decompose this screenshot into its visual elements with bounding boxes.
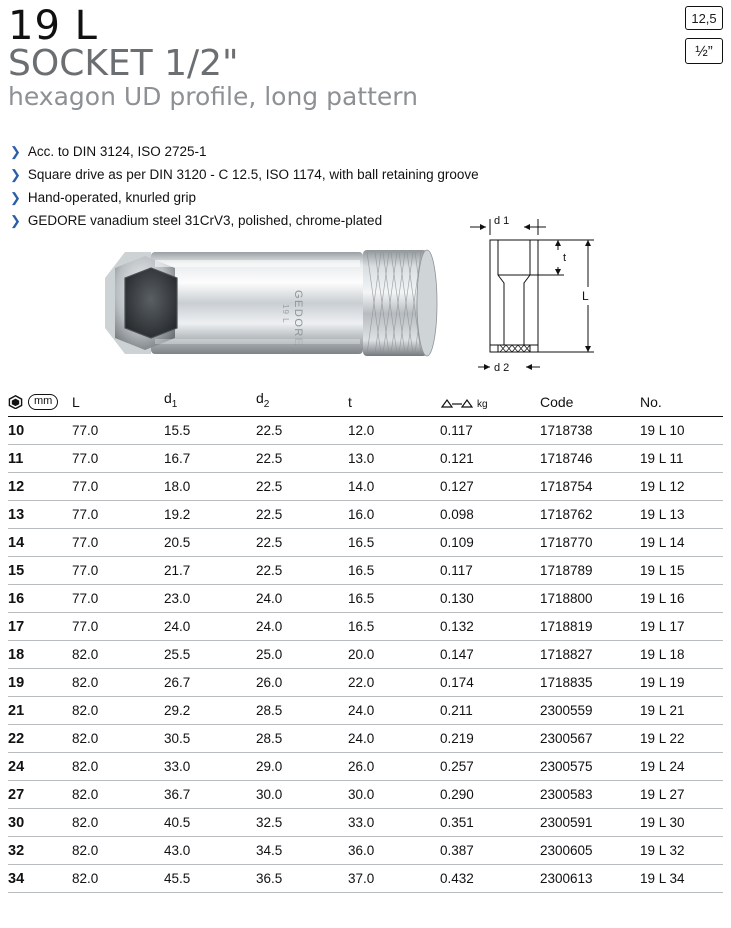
cell-weight: 0.351 [440, 808, 540, 836]
cell-weight: 0.257 [440, 752, 540, 780]
cell-d2: 32.5 [256, 808, 348, 836]
cell-L: 82.0 [72, 752, 164, 780]
cell-L: 77.0 [72, 444, 164, 472]
cell-d1: 45.5 [164, 864, 256, 892]
cell-size: 16 [8, 584, 72, 612]
cell-L: 82.0 [72, 864, 164, 892]
cell-no: 19 L 24 [640, 752, 723, 780]
cell-d2: 22.5 [256, 500, 348, 528]
chevron-right-icon: ❯ [10, 144, 21, 159]
cell-size: 15 [8, 556, 72, 584]
cell-t: 24.0 [348, 724, 440, 752]
cell-size: 34 [8, 864, 72, 892]
cell-d2: 22.5 [256, 444, 348, 472]
cell-t: 16.5 [348, 556, 440, 584]
table-row [8, 556, 723, 584]
cell-weight: 0.387 [440, 836, 540, 864]
page-title: 19 L [8, 3, 98, 49]
cell-no: 19 L 14 [640, 528, 723, 556]
cell-L: 82.0 [72, 724, 164, 752]
cell-L: 77.0 [72, 584, 164, 612]
cell-code: 2300613 [540, 864, 640, 892]
cell-size: 18 [8, 640, 72, 668]
cell-no: 19 L 11 [640, 444, 723, 472]
cell-d2: 26.0 [256, 668, 348, 696]
cell-d2: 24.0 [256, 584, 348, 612]
cell-d2: 30.0 [256, 780, 348, 808]
cell-d1: 26.7 [164, 668, 256, 696]
cell-d2: 24.0 [256, 612, 348, 640]
cell-d2: 28.5 [256, 696, 348, 724]
cell-t: 16.5 [348, 612, 440, 640]
hex-socket-icon [8, 395, 23, 409]
cell-weight: 0.211 [440, 696, 540, 724]
technical-drawing [460, 205, 710, 380]
cell-L: 77.0 [72, 556, 164, 584]
cell-no: 19 L 13 [640, 500, 723, 528]
page-subtitle-product: SOCKET 1/2" [8, 43, 239, 84]
specification-table [8, 388, 723, 893]
cell-d2: 22.5 [256, 472, 348, 500]
cell-size: 27 [8, 780, 72, 808]
cell-size: 11 [8, 444, 72, 472]
column-header-size [8, 388, 72, 416]
column-header-size-label: mm [28, 394, 58, 410]
cell-d1: 20.5 [164, 528, 256, 556]
cell-code: 1718789 [540, 556, 640, 584]
cell-size: 24 [8, 752, 72, 780]
cell-t: 16.5 [348, 584, 440, 612]
cell-L: 77.0 [72, 612, 164, 640]
table-body [8, 416, 723, 892]
product-brand-text: GEDORE [292, 290, 304, 347]
drawing-label-d1: d 1 [494, 215, 510, 227]
badge-drive-fraction [685, 38, 723, 64]
page-subtitle-description: hexagon UD profile, long pattern [8, 82, 418, 111]
cell-code: 1718746 [540, 444, 640, 472]
cell-d1: 36.7 [164, 780, 256, 808]
cell-weight: 0.109 [440, 528, 540, 556]
badge-drive-size [685, 6, 723, 30]
cell-size: 14 [8, 528, 72, 556]
column-header-t: t [348, 388, 440, 416]
drawing-label-t: t [563, 252, 567, 264]
cell-weight: 0.098 [440, 500, 540, 528]
cell-t: 14.0 [348, 472, 440, 500]
cell-code: 1718754 [540, 472, 640, 500]
cell-d2: 28.5 [256, 724, 348, 752]
cell-t: 26.0 [348, 752, 440, 780]
cell-d1: 23.0 [164, 584, 256, 612]
table-row [8, 500, 723, 528]
chevron-right-icon: ❯ [10, 190, 21, 205]
cell-d2: 25.0 [256, 640, 348, 668]
cell-code: 1718762 [540, 500, 640, 528]
table-row [8, 724, 723, 752]
cell-weight: 0.130 [440, 584, 540, 612]
table-row [8, 780, 723, 808]
list-item-label: Acc. to DIN 3124, ISO 2725-1 [27, 144, 207, 159]
cell-size: 22 [8, 724, 72, 752]
table-row [8, 668, 723, 696]
cell-no: 19 L 22 [640, 724, 723, 752]
cell-code: 2300567 [540, 724, 640, 752]
cell-t: 20.0 [348, 640, 440, 668]
cell-L: 82.0 [72, 836, 164, 864]
cell-L: 82.0 [72, 696, 164, 724]
cell-L: 82.0 [72, 780, 164, 808]
table-row [8, 444, 723, 472]
cell-size: 19 [8, 668, 72, 696]
cell-t: 16.0 [348, 500, 440, 528]
drawing-label-L: L [582, 289, 589, 303]
column-header-d2: $d_2$ [256, 388, 348, 416]
cell-weight: 0.117 [440, 416, 540, 444]
cell-L: 77.0 [72, 416, 164, 444]
cell-no: 19 L 17 [640, 612, 723, 640]
cell-t: 36.0 [348, 836, 440, 864]
chevron-right-icon: ❯ [10, 213, 21, 228]
chevron-right-icon: ❯ [10, 167, 21, 182]
list-item [10, 140, 570, 163]
cell-t: 33.0 [348, 808, 440, 836]
cell-code: 2300559 [540, 696, 640, 724]
cell-no: 19 L 34 [640, 864, 723, 892]
cell-no: 19 L 12 [640, 472, 723, 500]
cell-weight: 0.174 [440, 668, 540, 696]
cell-weight: 0.147 [440, 640, 540, 668]
table-header-row [8, 388, 723, 416]
table-row [8, 612, 723, 640]
cell-d2: 22.5 [256, 528, 348, 556]
cell-code: 1718819 [540, 612, 640, 640]
cell-size: 21 [8, 696, 72, 724]
cell-code: 2300605 [540, 836, 640, 864]
column-header-weight-label: kg [477, 398, 488, 410]
cell-code: 1718827 [540, 640, 640, 668]
weight-icon [440, 396, 474, 410]
list-item [10, 163, 570, 186]
list-item-label: GEDORE vanadium steel 31CrV3, polished, chrome-plated [27, 213, 383, 228]
table-row [8, 472, 723, 500]
cell-d1: 24.0 [164, 612, 256, 640]
column-header-weight [440, 388, 540, 416]
cell-size: 10 [8, 416, 72, 444]
cell-code: 2300583 [540, 780, 640, 808]
cell-code: 2300591 [540, 808, 640, 836]
table-row [8, 416, 723, 444]
cell-t: 30.0 [348, 780, 440, 808]
svg-text:19 L: 19 L [281, 304, 290, 324]
cell-t: 16.5 [348, 528, 440, 556]
cell-d1: 33.0 [164, 752, 256, 780]
table-row [8, 864, 723, 892]
cell-d1: 30.5 [164, 724, 256, 752]
cell-weight: 0.127 [440, 472, 540, 500]
cell-size: 30 [8, 808, 72, 836]
product-photo [95, 238, 445, 368]
list-item-label: Hand-operated, knurled grip [27, 190, 197, 205]
cell-code: 1718738 [540, 416, 640, 444]
cell-weight: 0.290 [440, 780, 540, 808]
cell-weight: 0.117 [440, 556, 540, 584]
table-row [8, 640, 723, 668]
column-header-d1: $d_1$ [164, 388, 256, 416]
cell-d2: 36.5 [256, 864, 348, 892]
cell-L: 82.0 [72, 640, 164, 668]
cell-weight: 0.132 [440, 612, 540, 640]
cell-code: 1718770 [540, 528, 640, 556]
cell-size: 32 [8, 836, 72, 864]
table-row [8, 808, 723, 836]
cell-d1: 21.7 [164, 556, 256, 584]
cell-no: 19 L 21 [640, 696, 723, 724]
cell-no: 19 L 30 [640, 808, 723, 836]
cell-L: 77.0 [72, 528, 164, 556]
cell-L: 77.0 [72, 472, 164, 500]
cell-d2: 29.0 [256, 752, 348, 780]
cell-L: 82.0 [72, 668, 164, 696]
badge-drive-fraction-label: ½” [695, 42, 713, 60]
cell-no: 19 L 10 [640, 416, 723, 444]
cell-L: 82.0 [72, 808, 164, 836]
cell-d2: 22.5 [256, 556, 348, 584]
cell-size: 13 [8, 500, 72, 528]
column-header-no: No. [640, 388, 723, 416]
cell-weight: 0.219 [440, 724, 540, 752]
cell-size: 17 [8, 612, 72, 640]
cell-d2: 22.5 [256, 416, 348, 444]
cell-weight: 0.121 [440, 444, 540, 472]
cell-weight: 0.432 [440, 864, 540, 892]
cell-t: 12.0 [348, 416, 440, 444]
cell-t: 37.0 [348, 864, 440, 892]
cell-d1: 16.7 [164, 444, 256, 472]
cell-d1: 18.0 [164, 472, 256, 500]
table-row [8, 584, 723, 612]
table-row [8, 836, 723, 864]
table-row [8, 528, 723, 556]
cell-code: 1718835 [540, 668, 640, 696]
table-row [8, 752, 723, 780]
cell-L: 77.0 [72, 500, 164, 528]
cell-d1: 25.5 [164, 640, 256, 668]
cell-no: 19 L 15 [640, 556, 723, 584]
table-row [8, 696, 723, 724]
column-header-L: L [72, 388, 164, 416]
cell-no: 19 L 18 [640, 640, 723, 668]
cell-t: 22.0 [348, 668, 440, 696]
cell-code: 1718800 [540, 584, 640, 612]
cell-d1: 43.0 [164, 836, 256, 864]
cell-d1: 19.2 [164, 500, 256, 528]
title-block [8, 3, 418, 112]
list-item-label: Square drive as per DIN 3120 - C 12.5, ISO 1174, with ball retaining groove [27, 167, 479, 182]
cell-size: 12 [8, 472, 72, 500]
cell-no: 19 L 27 [640, 780, 723, 808]
cell-d1: 29.2 [164, 696, 256, 724]
cell-d2: 34.5 [256, 836, 348, 864]
drawing-label-d2: d 2 [494, 362, 510, 374]
cell-code: 2300575 [540, 752, 640, 780]
cell-t: 13.0 [348, 444, 440, 472]
cell-no: 19 L 19 [640, 668, 723, 696]
cell-d1: 40.5 [164, 808, 256, 836]
cell-d1: 15.5 [164, 416, 256, 444]
cell-no: 19 L 32 [640, 836, 723, 864]
cell-t: 24.0 [348, 696, 440, 724]
column-header-code: Code [540, 388, 640, 416]
cell-no: 19 L 16 [640, 584, 723, 612]
badge-drive-size-label: 12,5 [691, 10, 717, 26]
